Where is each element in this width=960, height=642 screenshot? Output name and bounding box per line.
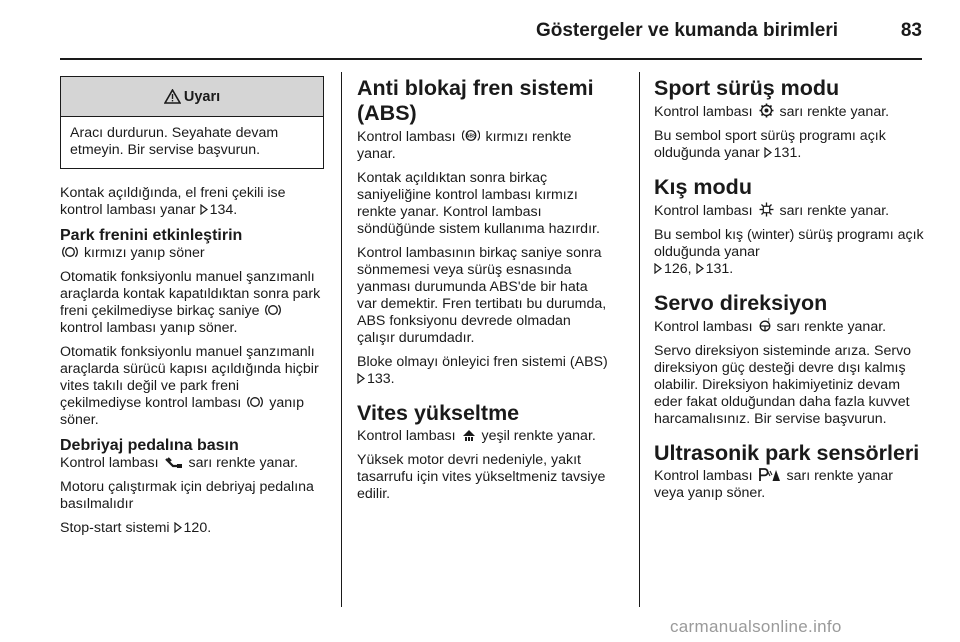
column-2 bbox=[357, 76, 611, 510]
paragraph: Kontrol lambası ! sarı renkte yanar. bbox=[654, 318, 887, 335]
paragraph: Kontak açıldıktan sonra birkaç saniyeliğine kontrol lambası kırmızı renkte yanar. Kontrol lambası söndüğünde sistem kullanıma hazırdır. bbox=[357, 170, 600, 237]
paragraph: Kontrol lambası sarı renkte yanar. bbox=[60, 455, 299, 471]
warning-header bbox=[61, 77, 323, 117]
page-header bbox=[0, 18, 960, 58]
upshift-icon bbox=[462, 429, 476, 442]
paragraph: Stop-start sistemi 120. bbox=[60, 520, 212, 536]
warning-text: Aracı durdurun. Seyahate devam etmeyin. Bir servise başvurun. bbox=[70, 125, 279, 158]
paragraph: Kontrol lambası yeşil renkte yanar. bbox=[357, 428, 596, 444]
section-heading: Sport sürüş modu bbox=[654, 76, 840, 100]
parking-brake-icon bbox=[247, 395, 263, 409]
warning-title: Uyarı bbox=[183, 88, 221, 105]
paragraph: Kontrol lambası sarı renkte yanar. bbox=[654, 203, 890, 219]
warning-triangle-icon bbox=[164, 89, 181, 104]
abs-icon bbox=[462, 128, 480, 143]
clutch-pedal-icon bbox=[165, 457, 183, 469]
paragraph: Servo direksiyon sisteminde arıza. Servo direksiyon güç desteği devre dışı kalmış olabilir. Direksiyon hakimiyetiniz devam eder fakat olduğundan daha fazla kuvvet harcamalısınız. Bir servise başvurun. bbox=[654, 343, 912, 427]
paragraph: Kontrol lambasının birkaç saniye sonra sönmemesi veya sürüş esnasında yanması durumunda ABS'de bir hata var demektir. Fren tertibatı bu durumda, ABS fonksiyonu devrede olmadan çalışır durumdadır. bbox=[357, 245, 607, 346]
paragraph: Otomatik fonksiyonlu manuel şanzımanlı araçlarda sürücü kapısı açıldığında hiçbir vites takılı değil ve park freni çekilmediyse kontrol lambası yanıp söner. bbox=[60, 344, 319, 428]
svg-text:!: ! bbox=[767, 318, 770, 324]
column-divider-1 bbox=[341, 72, 342, 607]
section-heading: Anti blokaj fren sistemi (ABS) bbox=[357, 76, 594, 125]
paragraph: Bloke olmayı önleyici fren sistemi (ABS) 133. bbox=[357, 354, 608, 387]
power-steering-icon bbox=[759, 318, 771, 333]
header-divider bbox=[60, 58, 922, 60]
svg-text:ABS: ABS bbox=[465, 133, 476, 140]
paragraph: Kontrol lambası sarı renkte yanar. bbox=[654, 104, 890, 120]
column-divider-2 bbox=[639, 72, 640, 607]
section-heading: Kış modu bbox=[654, 175, 752, 199]
section-heading: Servo direksiyon bbox=[654, 291, 828, 315]
paragraph: Motoru çalıştırmak için debriyaj pedalına basılmalıdır bbox=[60, 479, 314, 512]
column-3 bbox=[654, 76, 924, 509]
reference-arrow-icon bbox=[654, 263, 662, 274]
watermark: carmanualsonline.info bbox=[670, 617, 842, 636]
paragraph: Bu sembol sport sürüş programı açık olduğunda yanar 131. bbox=[654, 128, 886, 161]
section-heading: Park frenini etkinleştirin bbox=[60, 227, 243, 244]
section-heading: Ultrasonik park sensörleri bbox=[654, 441, 920, 465]
reference-arrow-icon bbox=[174, 522, 182, 533]
paragraph: Kontrol lambası sarı renkte yanar veya yanıp söner. bbox=[654, 468, 893, 501]
reference-arrow-icon bbox=[200, 204, 208, 215]
page-title: Göstergeler ve kumanda birimleri bbox=[535, 20, 838, 41]
paragraph: Kontak açıldığında, el freni çekili ise kontrol lambası yanar 134. bbox=[60, 185, 286, 218]
warning-box bbox=[60, 76, 324, 169]
snowflake-icon bbox=[759, 202, 774, 217]
parking-brake-icon bbox=[265, 303, 281, 317]
paragraph: Otomatik fonksiyonlu manuel şanzımanlı araçlarda kontak kapatıldıktan sonra park freni çekilmediyse birkaç saniye kontrol lambası yanıp söner. bbox=[60, 269, 321, 336]
parking-brake-icon bbox=[62, 245, 78, 259]
park-sensor-icon bbox=[759, 468, 781, 482]
section-heading: Debriyaj pedalına basın bbox=[60, 437, 239, 454]
paragraph: Kontrol lambası ABS kırmızı renkte yanar. bbox=[357, 129, 572, 162]
reference-arrow-icon bbox=[696, 263, 704, 274]
page-number: 83 bbox=[900, 20, 922, 41]
paragraph: Yüksek motor devri nedeniyle, yakıt tasarrufu için vites yükseltmeniz tavsiye edilir. bbox=[357, 452, 606, 502]
column-1 bbox=[60, 76, 324, 544]
sport-mode-icon bbox=[759, 103, 774, 118]
reference-arrow-icon bbox=[764, 147, 772, 158]
reference-arrow-icon bbox=[357, 373, 365, 384]
section-heading: Vites yükseltme bbox=[357, 401, 520, 425]
paragraph: Bu sembol kış (winter) sürüş programı açık olduğunda yanar 126, 131. bbox=[654, 227, 924, 277]
paragraph: kırmızı yanıp söner bbox=[60, 245, 324, 262]
